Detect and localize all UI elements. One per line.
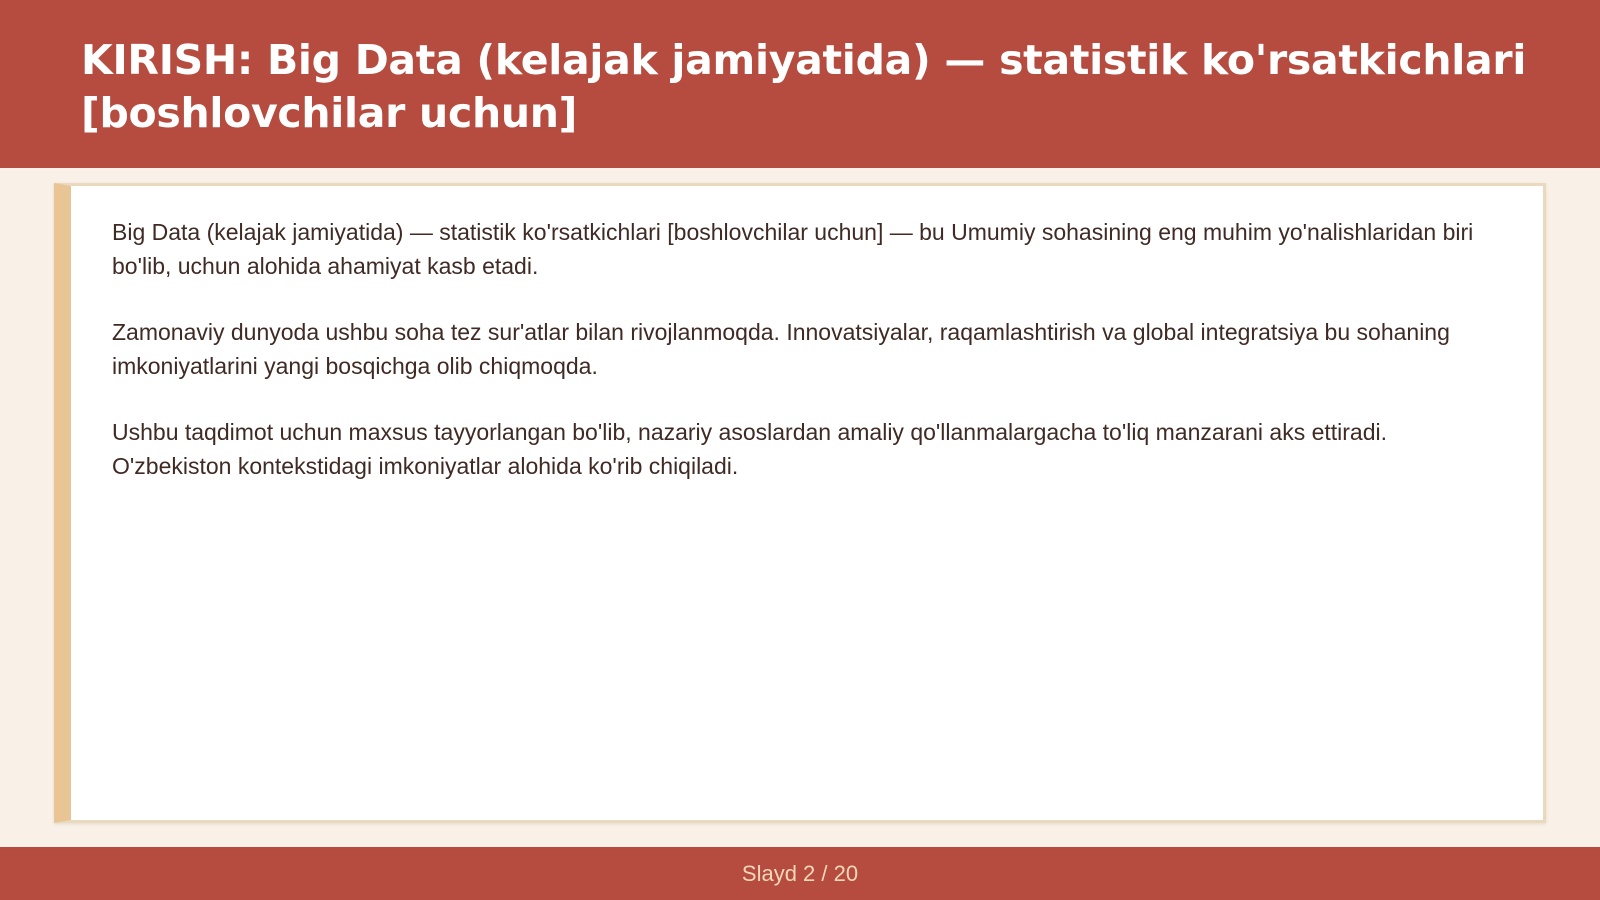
slide-title: KIRISH: Big Data (kelajak jamiyatida) — statistik ko'rsatkichlari [boshlovchilar uchun]	[81, 36, 1527, 137]
slide-header	[0, 0, 1600, 168]
development-paragraph: Zamonaviy dunyoda ushbu soha tez sur'atlar bilan rivojlanmoqda. Innovatsiyalar, raqamlashtirish va global integratsiya bu sohaning imkoniyatlarini yangi bosqichga olib chiqmoqda.	[112, 319, 1450, 379]
presentation-paragraph: Ushbu taqdimot uchun maxsus tayyorlangan bo'lib, nazariy asoslardan amaliy qo'llanmalargacha to'liq manzarani aks ettiradi. O'zbekiston kontekstidagi imkoniyatlar alohida ko'rib chiqiladi.	[112, 419, 1388, 479]
slide-footer	[0, 847, 1600, 900]
intro-paragraph: Big Data (kelajak jamiyatida) — statistik ko'rsatkichlari [boshlovchilar uchun] — bu Umumiy sohasining eng muhim yo'nalishlaridan biri bo'lib, uchun alohida ahamiyat kasb etadi.	[112, 219, 1474, 279]
content-text	[112, 215, 1502, 515]
slide-counter: Slayd 2 / 20	[741, 860, 859, 886]
content-card	[54, 183, 1546, 823]
